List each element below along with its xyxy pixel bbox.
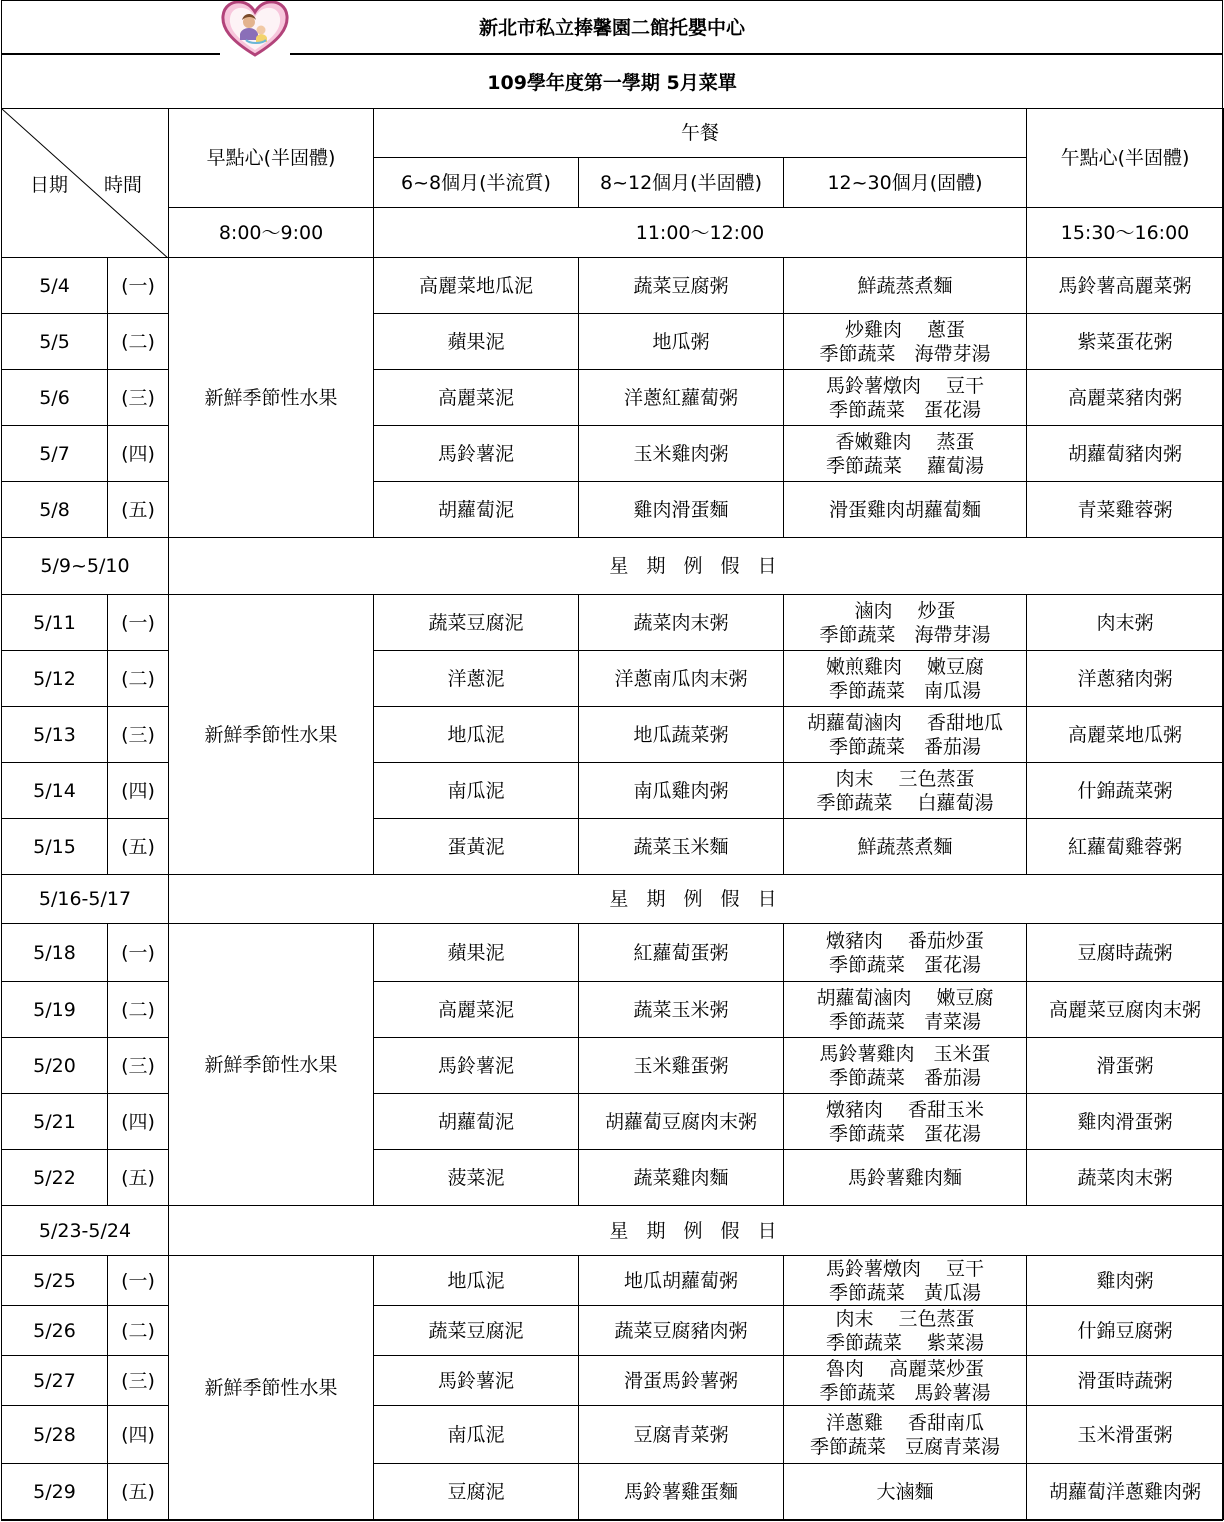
snack-cell: 滑蛋時蔬粥 — [1027, 1356, 1224, 1406]
meal-12-30-cell — [784, 1256, 1027, 1306]
meal-6-8-cell: 南瓜泥 — [374, 1406, 579, 1464]
meal-6-8-cell: 高麗菜泥 — [374, 982, 579, 1038]
meal-8-12-cell: 玉米雞肉粥 — [579, 426, 784, 482]
diagonal-line — [2, 109, 169, 258]
school-name: 新北市私立捧馨園二館托嬰中心 — [478, 17, 745, 39]
date-cell: 5/26 — [2, 1306, 108, 1356]
snack-cell: 玉米滑蛋粥 — [1027, 1406, 1224, 1464]
breakfast-fruit-cell: 新鮮季節性水果 — [169, 1256, 374, 1520]
meal-12-30-line: 馬鈴薯燉肉 豆干 — [825, 374, 985, 397]
meal-12-30-line: 季節蔬菜 豆腐青菜湯 — [809, 1435, 1000, 1458]
meal-12-30-cell — [784, 1150, 1027, 1206]
date-cell: 5/28 — [2, 1406, 108, 1464]
weekday-cell: (三) — [108, 1038, 169, 1094]
meal-12-30-line: 季節蔬菜 南瓜湯 — [828, 679, 981, 702]
meal-12-30-line: 胡蘿蔔滷肉 香甜地瓜 — [806, 711, 1004, 734]
date-cell: 5/5 — [2, 314, 108, 370]
meal-12-30-cell — [784, 707, 1027, 763]
meal-8-12-cell: 紅蘿蔔蛋粥 — [579, 924, 784, 982]
meal-8-12-cell: 蔬菜雞肉麵 — [579, 1150, 784, 1206]
meal-8-12-cell: 南瓜雞肉粥 — [579, 763, 784, 819]
meal-6-8-cell: 高麗菜地瓜泥 — [374, 258, 579, 314]
snack-cell: 雞肉滑蛋粥 — [1027, 1094, 1224, 1150]
meal-6-8-cell: 南瓜泥 — [374, 763, 579, 819]
date-cell: 5/11 — [2, 595, 108, 651]
meal-8-12-cell: 蔬菜肉末粥 — [579, 595, 784, 651]
snack-cell: 高麗菜豆腐肉末粥 — [1027, 982, 1224, 1038]
corner-date-label: 日期 — [30, 174, 69, 196]
meal-12-30-cell — [784, 1094, 1027, 1150]
snack-header: 午點心(半固體) — [1027, 109, 1224, 208]
meal-6-8-cell: 馬鈴薯泥 — [374, 1038, 579, 1094]
date-cell: 5/8 — [2, 482, 108, 538]
weekday-cell: (五) — [108, 1150, 169, 1206]
holiday-row — [2, 1206, 1224, 1256]
meal-12-30-line: 季節蔬菜 蛋花湯 — [828, 953, 981, 976]
meal-12-30-line: 馬鈴薯雞肉 玉米蛋 — [819, 1042, 991, 1065]
meal-6-8-cell: 地瓜泥 — [374, 707, 579, 763]
meal-12-30-cell — [784, 819, 1027, 875]
meal-8-12-cell: 馬鈴薯雞蛋麵 — [579, 1464, 784, 1520]
snack-cell: 馬鈴薯高麗菜粥 — [1027, 258, 1224, 314]
lunch-12-30-header: 12~30個月(固體) — [784, 158, 1027, 208]
weekday-cell: (一) — [108, 258, 169, 314]
meal-8-12-cell: 地瓜胡蘿蔔粥 — [579, 1256, 784, 1306]
meal-12-30-line: 肉末 三色蒸蛋 — [835, 767, 975, 790]
snack-cell: 蔬菜肉末粥 — [1027, 1150, 1224, 1206]
date-cell: 5/4 — [2, 258, 108, 314]
meal-12-30-line: 季節蔬菜 蛋花湯 — [828, 1122, 981, 1145]
meal-12-30-cell — [784, 651, 1027, 707]
holiday-label-cell: 星 期 例 假 日 — [169, 538, 1224, 595]
date-cell: 5/18 — [2, 924, 108, 982]
holiday-label-cell: 星 期 例 假 日 — [169, 875, 1224, 924]
day-row — [2, 1256, 1224, 1306]
meal-12-30-cell — [784, 924, 1027, 982]
meal-12-30-line: 季節蔬菜 馬鈴薯湯 — [819, 1381, 991, 1404]
corner-time-label: 時間 — [104, 174, 143, 196]
meal-12-30-cell — [784, 1406, 1027, 1464]
date-cell: 5/13 — [2, 707, 108, 763]
snack-cell: 肉末粥 — [1027, 595, 1224, 651]
meal-12-30-line: 季節蔬菜 青菜湯 — [828, 1010, 981, 1033]
meal-12-30-line: 季節蔬菜 番茄湯 — [828, 1066, 981, 1089]
date-cell: 5/25 — [2, 1256, 108, 1306]
snack-cell: 青菜雞蓉粥 — [1027, 482, 1224, 538]
meal-8-12-cell: 地瓜蔬菜粥 — [579, 707, 784, 763]
weekday-cell: (三) — [108, 1356, 169, 1406]
meal-6-8-cell: 蘋果泥 — [374, 314, 579, 370]
meal-12-30-line: 季節蔬菜 蘿蔔湯 — [825, 454, 985, 477]
weekday-cell: (四) — [108, 1406, 169, 1464]
meal-8-12-cell: 蔬菜豆腐豬肉粥 — [579, 1306, 784, 1356]
meal-12-30-line: 大滷麵 — [876, 1480, 934, 1503]
term-title: 109學年度第一學期 5月菜單 — [1, 54, 1223, 108]
date-cell: 5/12 — [2, 651, 108, 707]
meal-12-30-line: 洋蔥雞 香甜南瓜 — [825, 1411, 985, 1434]
breakfast-time: 8:00～9:00 — [169, 208, 374, 258]
meal-6-8-cell: 蛋黃泥 — [374, 819, 579, 875]
meal-8-12-cell: 蔬菜玉米粥 — [579, 982, 784, 1038]
meal-12-30-line: 嫩煎雞肉 嫩豆腐 — [825, 655, 985, 678]
snack-cell: 胡蘿蔔洋蔥雞肉粥 — [1027, 1464, 1224, 1520]
snack-cell: 什錦蔬菜粥 — [1027, 763, 1224, 819]
meal-12-30-line: 鮮蔬蒸煮麵 — [857, 835, 953, 858]
weekday-cell: (二) — [108, 314, 169, 370]
meal-12-30-cell — [784, 1356, 1027, 1406]
weekday-cell: (一) — [108, 1256, 169, 1306]
lunch-6-8-header: 6~8個月(半流質) — [374, 158, 579, 208]
meal-6-8-cell: 蔬菜豆腐泥 — [374, 1306, 579, 1356]
weekday-cell: (一) — [108, 924, 169, 982]
weekday-cell: (三) — [108, 370, 169, 426]
meal-8-12-cell: 洋蔥南瓜肉末粥 — [579, 651, 784, 707]
meal-8-12-cell: 蔬菜豆腐粥 — [579, 258, 784, 314]
meal-6-8-cell: 洋蔥泥 — [374, 651, 579, 707]
meal-6-8-cell: 馬鈴薯泥 — [374, 426, 579, 482]
breakfast-fruit-cell: 新鮮季節性水果 — [169, 258, 374, 538]
meal-12-30-line: 燉豬肉 香甜玉米 — [825, 1098, 985, 1121]
meal-12-30-line: 胡蘿蔔滷肉 嫩豆腐 — [816, 986, 994, 1009]
meal-8-12-cell: 洋蔥紅蘿蔔粥 — [579, 370, 784, 426]
meal-8-12-cell: 雞肉滑蛋麵 — [579, 482, 784, 538]
weekday-cell: (二) — [108, 651, 169, 707]
date-cell: 5/14 — [2, 763, 108, 819]
weekday-cell: (四) — [108, 1094, 169, 1150]
date-cell: 5/19 — [2, 982, 108, 1038]
snack-time: 15:30～16:00 — [1027, 208, 1224, 258]
snack-cell: 紫菜蛋花粥 — [1027, 314, 1224, 370]
snack-cell: 胡蘿蔔豬肉粥 — [1027, 426, 1224, 482]
meal-12-30-line: 魯肉 高麗菜炒蛋 — [825, 1357, 985, 1380]
meal-12-30-cell — [784, 982, 1027, 1038]
meal-12-30-line: 季節蔬菜 黃瓜湯 — [828, 1281, 981, 1304]
weekday-cell: (五) — [108, 819, 169, 875]
weekday-cell: (三) — [108, 707, 169, 763]
meal-8-12-cell: 玉米雞蛋粥 — [579, 1038, 784, 1094]
date-cell: 5/27 — [2, 1356, 108, 1406]
holiday-row — [2, 875, 1224, 924]
weekday-cell: (四) — [108, 763, 169, 819]
meal-12-30-line: 季節蔬菜 蛋花湯 — [828, 398, 981, 421]
meal-12-30-line: 馬鈴薯雞肉麵 — [847, 1166, 962, 1189]
meal-12-30-line: 滷肉 炒蛋 — [854, 599, 956, 622]
weekday-cell: (二) — [108, 982, 169, 1038]
meal-12-30-line: 滑蛋雞肉胡蘿蔔麵 — [828, 498, 981, 521]
snack-cell: 滑蛋粥 — [1027, 1038, 1224, 1094]
meal-12-30-line: 馬鈴薯燉肉 豆干 — [825, 1257, 985, 1280]
lunch-time: 11:00～12:00 — [374, 208, 1027, 258]
day-row — [2, 595, 1224, 651]
snack-cell: 洋蔥豬肉粥 — [1027, 651, 1224, 707]
weekday-cell: (四) — [108, 426, 169, 482]
meal-12-30-line: 季節蔬菜 紫菜湯 — [825, 1331, 985, 1354]
date-cell: 5/15 — [2, 819, 108, 875]
meal-12-30-cell — [784, 426, 1027, 482]
heart-baby-logo-icon — [220, 0, 290, 58]
meal-8-12-cell: 地瓜粥 — [579, 314, 784, 370]
menu-table — [1, 108, 1224, 1520]
breakfast-header: 早點心(半固體) — [169, 109, 374, 208]
weekday-cell: (五) — [108, 482, 169, 538]
holiday-range-cell: 5/16-5/17 — [2, 875, 169, 924]
snack-cell: 豆腐時蔬粥 — [1027, 924, 1224, 982]
meal-12-30-cell — [784, 1464, 1027, 1520]
meal-12-30-cell — [784, 763, 1027, 819]
meal-6-8-cell: 胡蘿蔔泥 — [374, 482, 579, 538]
meal-6-8-cell: 蘋果泥 — [374, 924, 579, 982]
day-row — [2, 258, 1224, 314]
date-cell: 5/22 — [2, 1150, 108, 1206]
snack-cell: 雞肉粥 — [1027, 1256, 1224, 1306]
meal-12-30-cell — [784, 258, 1027, 314]
meal-6-8-cell: 豆腐泥 — [374, 1464, 579, 1520]
snack-cell: 高麗菜地瓜粥 — [1027, 707, 1224, 763]
meal-12-30-line: 季節蔬菜 白蘿蔔湯 — [816, 791, 994, 814]
snack-cell: 高麗菜豬肉粥 — [1027, 370, 1224, 426]
weekday-cell: (二) — [108, 1306, 169, 1356]
meal-12-30-line: 季節蔬菜 海帶芽湯 — [819, 342, 991, 365]
snack-cell: 紅蘿蔔雞蓉粥 — [1027, 819, 1224, 875]
meal-12-30-line: 鮮蔬蒸煮麵 — [857, 274, 953, 297]
holiday-range-cell: 5/23-5/24 — [2, 1206, 169, 1256]
meal-12-30-line: 燉豬肉 番茄炒蛋 — [825, 929, 985, 952]
meal-12-30-cell — [784, 595, 1027, 651]
meal-12-30-cell — [784, 482, 1027, 538]
meal-8-12-cell: 胡蘿蔔豆腐肉末粥 — [579, 1094, 784, 1150]
meal-12-30-cell — [784, 1306, 1027, 1356]
weekday-cell: (一) — [108, 595, 169, 651]
date-cell: 5/6 — [2, 370, 108, 426]
meal-8-12-cell: 豆腐青菜粥 — [579, 1406, 784, 1464]
meal-12-30-cell — [784, 314, 1027, 370]
meal-8-12-cell: 蔬菜玉米麵 — [579, 819, 784, 875]
meal-6-8-cell: 胡蘿蔔泥 — [374, 1094, 579, 1150]
lunch-8-12-header: 8~12個月(半固體) — [579, 158, 784, 208]
date-cell: 5/29 — [2, 1464, 108, 1520]
date-cell: 5/21 — [2, 1094, 108, 1150]
meal-6-8-cell: 地瓜泥 — [374, 1256, 579, 1306]
date-cell: 5/7 — [2, 426, 108, 482]
meal-12-30-cell — [784, 370, 1027, 426]
meal-12-30-line: 肉末 三色蒸蛋 — [835, 1307, 975, 1330]
weekday-cell: (五) — [108, 1464, 169, 1520]
meal-12-30-line: 炒雞肉 蔥蛋 — [844, 318, 966, 341]
meal-12-30-line: 季節蔬菜 番茄湯 — [828, 735, 981, 758]
meal-6-8-cell: 馬鈴薯泥 — [374, 1356, 579, 1406]
breakfast-fruit-cell: 新鮮季節性水果 — [169, 924, 374, 1206]
meal-6-8-cell: 蔬菜豆腐泥 — [374, 595, 579, 651]
snack-cell: 什錦豆腐粥 — [1027, 1306, 1224, 1356]
meal-12-30-cell — [784, 1038, 1027, 1094]
breakfast-fruit-cell: 新鮮季節性水果 — [169, 595, 374, 875]
holiday-row — [2, 538, 1224, 595]
meal-8-12-cell: 滑蛋馬鈴薯粥 — [579, 1356, 784, 1406]
meal-6-8-cell: 高麗菜泥 — [374, 370, 579, 426]
holiday-range-cell: 5/9~5/10 — [2, 538, 169, 595]
meal-12-30-line: 香嫩雞肉 蒸蛋 — [835, 430, 975, 453]
day-row — [2, 924, 1224, 982]
holiday-label-cell: 星 期 例 假 日 — [169, 1206, 1224, 1256]
corner-header — [2, 109, 169, 258]
meal-6-8-cell: 菠菜泥 — [374, 1150, 579, 1206]
date-cell: 5/20 — [2, 1038, 108, 1094]
meal-12-30-line: 季節蔬菜 海帶芽湯 — [819, 623, 991, 646]
lunch-header: 午餐 — [374, 109, 1027, 158]
